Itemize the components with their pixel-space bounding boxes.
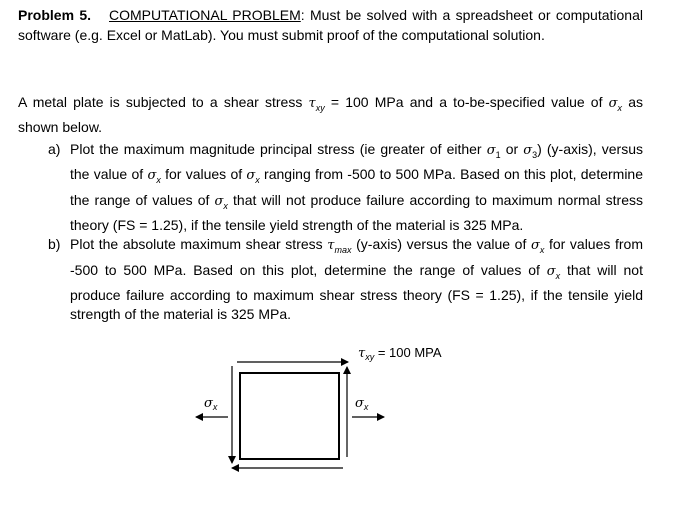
sigma-right-subscript: x xyxy=(363,402,369,412)
part-a-text-5: ranging from -500 to 500 MPa. Based on this plot, determine the range of values of xyxy=(70,166,644,208)
sigma3-subscript: 3 xyxy=(532,149,538,160)
sigma1-subscript: 1 xyxy=(495,149,501,160)
sigma-x-right-label xyxy=(355,396,369,412)
tau-xy-label xyxy=(358,345,442,362)
header-instructions: : Must be solved with a spreadsheet or computational software (e.g. Excel or MatLab). You must submit proof of the computational solution. xyxy=(18,7,643,43)
sigma3-symbol: σ xyxy=(523,143,533,158)
part-b-text-3: for values from -500 to 500 MPa. Based on this plot, determine the range of values of xyxy=(70,236,643,278)
tau-max-subscript: max xyxy=(334,245,352,256)
sigma1-symbol: σ xyxy=(486,143,496,158)
sigma-x-symbol: σ xyxy=(214,193,224,209)
sigma-symbol: σ xyxy=(608,96,618,111)
part-a-marker: a) xyxy=(48,141,61,157)
sigma-x-subscript: x xyxy=(255,175,260,186)
sigma-x-subscript: x xyxy=(156,175,161,186)
sigma-x-symbol: σ xyxy=(246,168,256,184)
tau-label-symbol: τ xyxy=(358,346,366,361)
sigma-x-left-label xyxy=(204,396,218,412)
part-b-text-1: Plot the absolute maximum shear stress xyxy=(70,236,328,253)
part-b-marker: b) xyxy=(48,236,61,253)
intro-text-2: = 100 MPa and a to-be-specified value of xyxy=(324,94,609,110)
intro-text-1: A metal plate is subjected to a shear stress xyxy=(18,94,309,110)
sigma-x-subscript: x xyxy=(555,270,561,281)
sigma-subscript: x xyxy=(617,102,623,113)
sigma-x-symbol: σ xyxy=(546,263,556,279)
part-a-text-4: for values of xyxy=(160,166,247,183)
tau-label-value: = 100 MPA xyxy=(374,345,442,360)
part-a-text-3: ) (y-axis), versus the value of xyxy=(70,141,644,183)
problem-label: Problem 5. xyxy=(18,7,92,23)
part-b-text-4: that will not produce failure according to maximum shear stress theory (FS = 1.25), if the tensile yield strength of the material is 325 MPa. xyxy=(70,261,643,323)
sigma-right-symbol: σ xyxy=(355,396,364,411)
tau-symbol: τ xyxy=(308,96,316,111)
part-b-text-2: (y-axis) versus the value of xyxy=(351,236,531,253)
part-a-text-6: that will not produce failure according to maximum normal stress theory (FS = 1.25), if the tensile yield strength of the material is 325 MPa. xyxy=(70,191,643,233)
sigma-left-symbol: σ xyxy=(204,396,213,411)
tau-label-subscript: xy xyxy=(365,352,375,362)
sigma-x-subscript: x xyxy=(223,200,228,211)
intro-text-3: as shown below. xyxy=(18,94,643,136)
tau-subscript: xy xyxy=(315,102,325,113)
sigma-x-subscript: x xyxy=(539,245,545,256)
computational-label: COMPUTATIONAL PROBLEM xyxy=(109,7,301,23)
sigma-x-symbol: σ xyxy=(147,168,157,184)
plate-square xyxy=(240,373,339,459)
sigma-left-subscript: x xyxy=(212,402,218,412)
tau-max-symbol: τ xyxy=(327,238,335,254)
sigma-x-symbol: σ xyxy=(530,238,540,254)
part-a-text-2: or xyxy=(500,141,524,157)
part-a-text-1: Plot the maximum magnitude principal stress (ie greater of either xyxy=(70,141,487,157)
